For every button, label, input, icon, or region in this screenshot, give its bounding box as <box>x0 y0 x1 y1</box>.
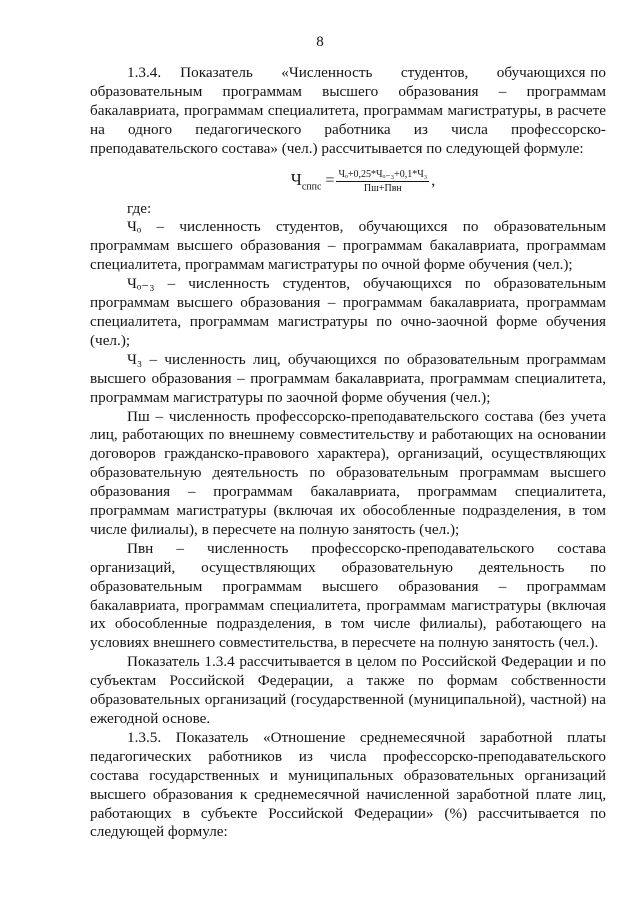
paragraph-indicator-1-3-4: 1.3.4. Показатель «Численность студентов, обучающихся по образовательным программам высшего образования – программам бакалавриата, программам специалитета, программам магистратуры, в расчете на одного педагогического работника из числа профессорско-преподавательского состава» (чел.) рассчитывается по следующей формуле: <box>90 64 606 157</box>
definition-p-vn: Пвн – численность профессорско-преподавательского состава организаций, осуществляющих образовательную деятельность по образовательным программам высшего образования – программам бакалавриата, программам специалитета, программам магистратуры (включая их обособленные подразделения, в том числе филиалы), работающего на условиях внешнего совместительства, в пересчете на полную занятость (чел.). <box>90 539 606 652</box>
paragraph-indicator-1-3-5: 1.3.5. Показатель «Отношение среднемесячной заработной платы педагогических работников из числа профессорско-преподавательского состава государственных и муниципальных образовательных организаций высшего образования к среднемесячной начисленной заработной плате лиц, работающих в субъекте Российской Федерации» (%) рассчитывается по следующей формуле: <box>90 728 606 841</box>
page-content <box>90 64 606 842</box>
formula-equals: = <box>325 172 335 190</box>
formula-lhs: $Ч_{сппс}$ <box>290 169 322 193</box>
definition-ch-o: Чₒ – численность студентов, обучающихся по образовательным программам высшего образования – программам бакалавриата, программам специалитета, программам магистратуры по очной форме обучения (чел.); <box>90 218 606 274</box>
formula-denominator: Пш+Пвн <box>363 182 402 194</box>
formula-numerator: Чₒ+0,25*Чₒ₋₃+0,1*Ч₃ <box>338 168 428 180</box>
definition-ch-oz: Чₒ₋₃ – численность студентов, обучающихся по образовательным программам высшего образования – программам бакалавриата, программам специалитета, программам магистратуры по очно-заочной форме обучения (чел.); <box>90 275 606 349</box>
page-number: 8 <box>316 34 324 50</box>
paragraph-calculation-note: Показатель 1.3.4 рассчитывается в целом по Российской Федерации и по субъектам Российской Федерации, а также по формам собственности образовательных организаций (государственной (муниципальной), частной) на ежегодной основе. <box>90 653 606 727</box>
definition-ch-z: Ч₃ – численность лиц, обучающихся по образовательным программам высшего образования – программам бакалавриата, программам специалитета, программам магистратуры по заочной форме обучения (чел.); <box>90 350 606 406</box>
formula-fraction <box>336 169 429 194</box>
formula-ch-spps <box>90 169 606 194</box>
where-label: где: <box>127 199 152 217</box>
formula-comma: , <box>431 172 436 190</box>
definition-p-sh: Пш – численность профессорско-преподавательского состава (без учета лиц, работающих по внешнему совместительству и работающих на основании договоров гражданско-правового характера), организаций, осуществляющих образовательную деятельность по образовательным программам высшего образования – программам бакалавриата, программам специалитета, программам магистратуры (включая их обособленные подразделения, в том числе филиалы), в пересчете на полную занятость (чел.); <box>90 407 606 538</box>
